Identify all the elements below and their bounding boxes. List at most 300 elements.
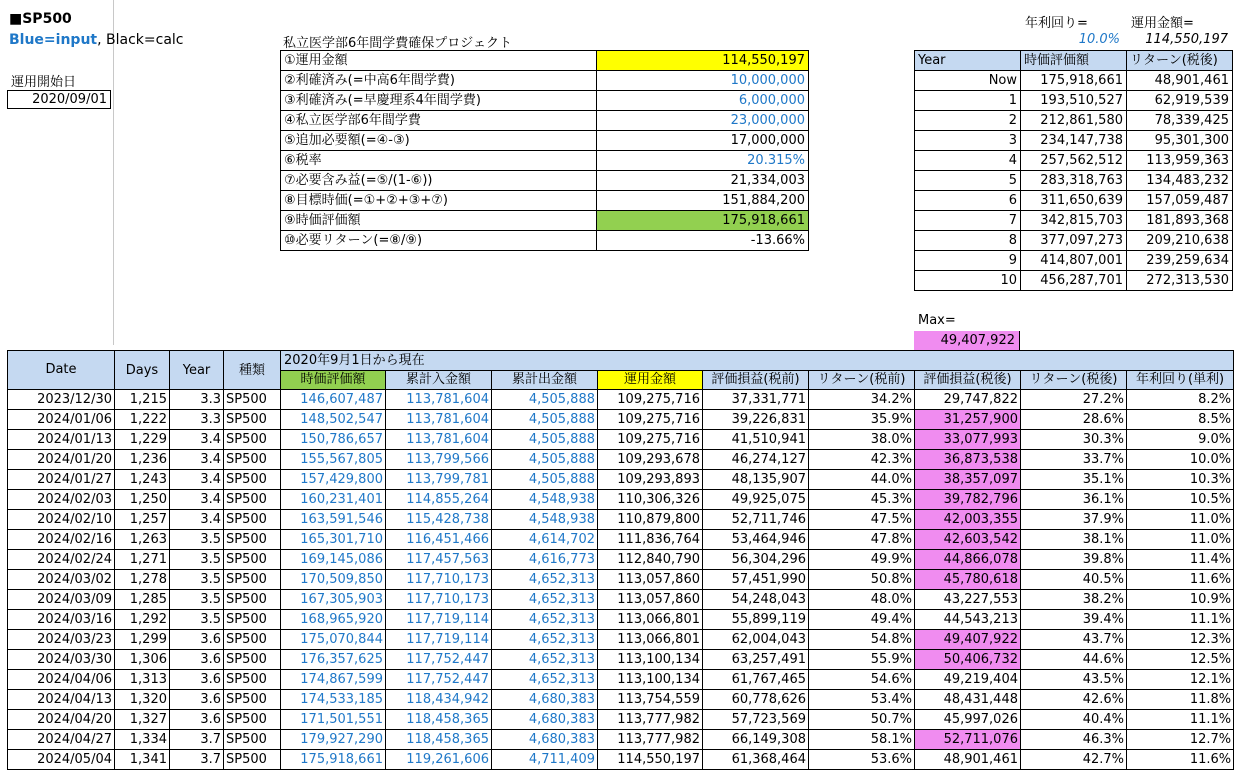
table-cell: 146,607,487 <box>281 390 386 410</box>
table-cell: 3.6 <box>170 670 224 690</box>
col-header-days[interactable]: Days <box>115 351 170 390</box>
table-cell: 10.0% <box>1127 450 1234 470</box>
table-cell: 45,997,026 <box>915 710 1021 730</box>
col-header-type[interactable]: 種類 <box>224 351 281 390</box>
max-label: Max= <box>918 313 956 328</box>
table-cell: 50.7% <box>809 710 915 730</box>
projection-cell: 78,339,425 <box>1127 111 1233 131</box>
col-header[interactable]: 評価損益(税前) <box>703 370 809 390</box>
col-header[interactable]: リターン(税前) <box>809 370 915 390</box>
projection-header[interactable]: Year <box>915 51 1021 71</box>
project-value[interactable]: 21,334,003 <box>597 171 809 191</box>
table-cell: SP500 <box>224 710 281 730</box>
table-cell: 48,901,461 <box>915 750 1021 770</box>
projection-header[interactable]: 時価評価額 <box>1021 51 1127 71</box>
table-cell: 3.4 <box>170 470 224 490</box>
projection-row <box>915 191 1233 211</box>
col-header[interactable]: 運用金額 <box>598 370 703 390</box>
table-cell: SP500 <box>224 510 281 530</box>
table-cell: 1,306 <box>115 650 170 670</box>
column-gridline <box>113 0 114 345</box>
projection-cell: 95,301,300 <box>1127 131 1233 151</box>
project-row <box>281 151 809 171</box>
table-cell: 2024/01/27 <box>8 470 115 490</box>
table-row <box>8 490 1234 510</box>
table-cell: 163,591,546 <box>281 510 386 530</box>
table-cell: 33.7% <box>1021 450 1127 470</box>
table-row <box>8 610 1234 630</box>
table-cell: SP500 <box>224 570 281 590</box>
project-label: ①運用金額 <box>281 51 597 71</box>
projection-row <box>915 151 1233 171</box>
table-row <box>8 470 1234 490</box>
table-cell: 3.5 <box>170 530 224 550</box>
table-cell: 2024/01/13 <box>8 430 115 450</box>
table-cell: 3.5 <box>170 570 224 590</box>
table-cell: 44,543,213 <box>915 610 1021 630</box>
table-cell: 2024/02/24 <box>8 550 115 570</box>
projection-cell: 283,318,763 <box>1021 171 1127 191</box>
table-cell: 4,616,773 <box>492 550 598 570</box>
projection-cell: 272,313,530 <box>1127 271 1233 291</box>
projection-row <box>915 271 1233 291</box>
table-cell: 1,250 <box>115 490 170 510</box>
projection-row <box>915 171 1233 191</box>
table-row <box>8 550 1234 570</box>
table-cell: 57,451,990 <box>703 570 809 590</box>
projection-cell: 5 <box>915 171 1021 191</box>
table-cell: 10.5% <box>1127 490 1234 510</box>
projection-cell: 193,510,527 <box>1021 91 1127 111</box>
col-header-year[interactable]: Year <box>170 351 224 390</box>
table-cell: 42.6% <box>1021 690 1127 710</box>
table-cell: 2024/02/03 <box>8 490 115 510</box>
table-cell: 2024/02/16 <box>8 530 115 550</box>
table-cell: 49.4% <box>809 610 915 630</box>
table-cell: 49.9% <box>809 550 915 570</box>
table-cell: 155,567,805 <box>281 450 386 470</box>
table-cell: 1,215 <box>115 390 170 410</box>
table-cell: 169,145,086 <box>281 550 386 570</box>
table-cell: 1,229 <box>115 430 170 450</box>
table-cell: 11.0% <box>1127 510 1234 530</box>
project-title: 私立医学部6年間学費確保プロジェクト <box>283 36 513 51</box>
table-cell: 37,331,771 <box>703 390 809 410</box>
table-cell: 10.3% <box>1127 470 1234 490</box>
table-cell: 113,777,982 <box>598 730 703 750</box>
projection-cell: 181,893,368 <box>1127 211 1233 231</box>
table-cell: 44.0% <box>809 470 915 490</box>
table-cell: 49,407,922 <box>915 630 1021 650</box>
table-cell: 109,275,716 <box>598 390 703 410</box>
project-label: ③利確済み(=早慶理系4年間学費) <box>281 91 597 111</box>
start-date-cell[interactable]: 2020/09/01 <box>7 90 111 109</box>
project-row <box>281 71 809 91</box>
projection-cell: 113,959,363 <box>1127 151 1233 171</box>
table-cell: 2024/01/06 <box>8 410 115 430</box>
table-cell: 115,428,738 <box>386 510 492 530</box>
table-cell: 35.9% <box>809 410 915 430</box>
col-header[interactable]: 累計出金額 <box>492 370 598 390</box>
table-row <box>8 590 1234 610</box>
projection-cell: 212,861,580 <box>1021 111 1127 131</box>
table-row <box>8 570 1234 590</box>
table-cell: 53.6% <box>809 750 915 770</box>
table-cell: 39,782,796 <box>915 490 1021 510</box>
project-value[interactable]: 17,000,000 <box>597 131 809 151</box>
table-cell: 4,505,888 <box>492 470 598 490</box>
table-cell: 49,219,404 <box>915 670 1021 690</box>
table-cell: 3.5 <box>170 610 224 630</box>
projection-cell: 234,147,738 <box>1021 131 1127 151</box>
table-cell: 1,334 <box>115 730 170 750</box>
projection-cell: 6 <box>915 191 1021 211</box>
table-cell: 28.6% <box>1021 410 1127 430</box>
table-cell: 4,711,409 <box>492 750 598 770</box>
table-cell: 11.8% <box>1127 690 1234 710</box>
table-cell: 114,855,264 <box>386 490 492 510</box>
table-cell: 176,357,625 <box>281 650 386 670</box>
projection-cell: 342,815,703 <box>1021 211 1127 231</box>
table-row <box>8 750 1234 770</box>
project-value[interactable]: 20.315% <box>597 151 809 171</box>
table-cell: 2024/05/04 <box>8 750 115 770</box>
table-cell: 113,100,134 <box>598 650 703 670</box>
table-cell: 53.4% <box>809 690 915 710</box>
table-cell: 11.6% <box>1127 570 1234 590</box>
table-cell: 3.4 <box>170 450 224 470</box>
table-cell: 2024/04/13 <box>8 690 115 710</box>
table-cell: 12.1% <box>1127 670 1234 690</box>
table-cell: 2024/03/02 <box>8 570 115 590</box>
table-cell: 109,293,893 <box>598 470 703 490</box>
project-table <box>280 50 809 251</box>
table-cell: 39.8% <box>1021 550 1127 570</box>
table-cell: 4,652,313 <box>492 590 598 610</box>
table-cell: 150,786,657 <box>281 430 386 450</box>
table-cell: 54.8% <box>809 630 915 650</box>
amount-label: 運用金額= <box>1131 16 1194 31</box>
table-cell: 11.4% <box>1127 550 1234 570</box>
table-cell: SP500 <box>224 750 281 770</box>
project-label: ⑧目標時価(=①+②+③+⑦) <box>281 191 597 211</box>
table-cell: 170,509,850 <box>281 570 386 590</box>
table-cell: 47.5% <box>809 510 915 530</box>
table-cell: 4,652,313 <box>492 610 598 630</box>
table-cell: 52,711,746 <box>703 510 809 530</box>
table-cell: 34.2% <box>809 390 915 410</box>
table-cell: 45,780,618 <box>915 570 1021 590</box>
table-row <box>8 410 1234 430</box>
col-header[interactable]: 評価損益(税後) <box>915 370 1021 390</box>
legend-input: Blue=input <box>9 32 98 48</box>
projection-cell: 10 <box>915 271 1021 291</box>
project-value[interactable]: 151,884,200 <box>597 191 809 211</box>
table-cell: 42.3% <box>809 450 915 470</box>
table-cell: 113,781,604 <box>386 410 492 430</box>
table-cell: 175,070,844 <box>281 630 386 650</box>
table-cell: 48.0% <box>809 590 915 610</box>
table-cell: SP500 <box>224 450 281 470</box>
projection-row <box>915 211 1233 231</box>
table-cell: 4,548,938 <box>492 510 598 530</box>
projection-cell: 4 <box>915 151 1021 171</box>
project-row <box>281 171 809 191</box>
table-cell: 2024/03/16 <box>8 610 115 630</box>
table-cell: 160,231,401 <box>281 490 386 510</box>
table-cell: SP500 <box>224 650 281 670</box>
table-cell: SP500 <box>224 410 281 430</box>
table-cell: 62,004,043 <box>703 630 809 650</box>
table-cell: 39.4% <box>1021 610 1127 630</box>
table-cell: 42,003,355 <box>915 510 1021 530</box>
projection-cell: 134,483,232 <box>1127 171 1233 191</box>
table-cell: 54,248,043 <box>703 590 809 610</box>
table-cell: 171,501,551 <box>281 710 386 730</box>
table-cell: 11.1% <box>1127 710 1234 730</box>
projection-cell: 3 <box>915 131 1021 151</box>
table-cell: 2024/02/10 <box>8 510 115 530</box>
table-cell: SP500 <box>224 630 281 650</box>
table-cell: 43.5% <box>1021 670 1127 690</box>
table-cell: 4,652,313 <box>492 630 598 650</box>
projection-cell: 1 <box>915 91 1021 111</box>
project-value[interactable]: 10,000,000 <box>597 71 809 91</box>
table-cell: SP500 <box>224 670 281 690</box>
project-value[interactable]: 175,918,661 <box>597 211 809 231</box>
projection-cell: 48,901,461 <box>1127 71 1233 91</box>
table-cell: 117,457,563 <box>386 550 492 570</box>
table-cell: 113,799,781 <box>386 470 492 490</box>
table-cell: 38.1% <box>1021 530 1127 550</box>
table-cell: 113,754,559 <box>598 690 703 710</box>
table-cell: 3.7 <box>170 730 224 750</box>
table-cell: 41,510,941 <box>703 430 809 450</box>
table-cell: 118,458,365 <box>386 730 492 750</box>
table-cell: 111,836,764 <box>598 530 703 550</box>
table-cell: 110,879,800 <box>598 510 703 530</box>
table-cell: 3.6 <box>170 630 224 650</box>
table-cell: SP500 <box>224 430 281 450</box>
project-label: ⑥税率 <box>281 151 597 171</box>
table-cell: 12.7% <box>1127 730 1234 750</box>
projection-cell: 175,918,661 <box>1021 71 1127 91</box>
project-row <box>281 91 809 111</box>
projection-cell: 7 <box>915 211 1021 231</box>
sheet-title: ■SP500 <box>9 11 72 27</box>
table-cell: 35.1% <box>1021 470 1127 490</box>
table-cell: 3.4 <box>170 430 224 450</box>
table-cell: 58.1% <box>809 730 915 750</box>
table-cell: 43,227,553 <box>915 590 1021 610</box>
table-cell: SP500 <box>224 610 281 630</box>
table-cell: 119,261,606 <box>386 750 492 770</box>
table-cell: 1,285 <box>115 590 170 610</box>
table-row <box>8 690 1234 710</box>
projection-header[interactable]: リターン(税後) <box>1127 51 1233 71</box>
table-cell: 4,505,888 <box>492 450 598 470</box>
table-cell: 3.3 <box>170 390 224 410</box>
table-cell: 1,257 <box>115 510 170 530</box>
projection-row <box>915 131 1233 151</box>
projection-cell: Now <box>915 71 1021 91</box>
table-cell: 46,274,127 <box>703 450 809 470</box>
table-cell: 61,368,464 <box>703 750 809 770</box>
table-cell: 2024/01/20 <box>8 450 115 470</box>
table-cell: 113,057,860 <box>598 570 703 590</box>
table-cell: 113,057,860 <box>598 590 703 610</box>
table-row <box>8 450 1234 470</box>
table-cell: 118,434,942 <box>386 690 492 710</box>
projection-row <box>915 71 1233 91</box>
table-cell: 4,548,938 <box>492 490 598 510</box>
table-cell: 50,406,732 <box>915 650 1021 670</box>
start-date-label: 運用開始日 <box>11 75 77 90</box>
project-row <box>281 231 809 251</box>
col-header[interactable]: 累計入金額 <box>386 370 492 390</box>
table-cell: 43.7% <box>1021 630 1127 650</box>
table-cell: 10.9% <box>1127 590 1234 610</box>
table-cell: 113,781,604 <box>386 390 492 410</box>
projection-cell: 377,097,273 <box>1021 231 1127 251</box>
project-row <box>281 211 809 231</box>
table-cell: 2024/03/30 <box>8 650 115 670</box>
projection-cell: 2 <box>915 111 1021 131</box>
table-cell: 33,077,993 <box>915 430 1021 450</box>
projection-cell: 62,919,539 <box>1127 91 1233 111</box>
legend-separator: , <box>97 32 107 48</box>
table-cell: 12.5% <box>1127 650 1234 670</box>
col-header[interactable]: 年利回り(単利) <box>1127 370 1234 390</box>
table-cell: 36,873,538 <box>915 450 1021 470</box>
table-cell: 57,723,569 <box>703 710 809 730</box>
table-cell: 114,550,197 <box>598 750 703 770</box>
history-table <box>7 350 1234 770</box>
table-cell: 3.4 <box>170 490 224 510</box>
table-cell: SP500 <box>224 550 281 570</box>
col-header-date[interactable]: Date <box>8 351 115 390</box>
table-row <box>8 630 1234 650</box>
rate-label: 年利回り= <box>1025 16 1088 31</box>
project-label: ⑦必要含み益(=⑤/(1-⑥)) <box>281 171 597 191</box>
table-cell: 112,840,790 <box>598 550 703 570</box>
table-cell: 1,292 <box>115 610 170 630</box>
table-cell: 55.9% <box>809 650 915 670</box>
table-cell: 175,918,661 <box>281 750 386 770</box>
table-cell: 3.5 <box>170 550 224 570</box>
table-cell: 2024/04/06 <box>8 670 115 690</box>
table-cell: 118,458,365 <box>386 710 492 730</box>
table-cell: 46.3% <box>1021 730 1127 750</box>
table-cell: 30.3% <box>1021 430 1127 450</box>
table-cell: 44,866,078 <box>915 550 1021 570</box>
table-cell: 12.3% <box>1127 630 1234 650</box>
table-cell: 60,778,626 <box>703 690 809 710</box>
table-cell: 63,257,491 <box>703 650 809 670</box>
table-cell: 109,275,716 <box>598 430 703 450</box>
table-cell: 49,925,075 <box>703 490 809 510</box>
project-value[interactable]: 6,000,000 <box>597 91 809 111</box>
table-cell: 4,505,888 <box>492 430 598 450</box>
table-cell: 56,304,296 <box>703 550 809 570</box>
table-cell: 53,464,946 <box>703 530 809 550</box>
table-cell: 4,505,888 <box>492 410 598 430</box>
projection-cell: 456,287,701 <box>1021 271 1127 291</box>
table-cell: 4,652,313 <box>492 670 598 690</box>
table-row <box>8 390 1234 410</box>
table-cell: 31,257,900 <box>915 410 1021 430</box>
table-cell: 3.5 <box>170 590 224 610</box>
table-row <box>8 730 1234 750</box>
table-cell: SP500 <box>224 470 281 490</box>
table-row <box>8 650 1234 670</box>
table-row <box>8 670 1234 690</box>
project-value[interactable]: 114,550,197 <box>597 51 809 71</box>
table-cell: 2024/03/09 <box>8 590 115 610</box>
project-value[interactable]: 23,000,000 <box>597 111 809 131</box>
table-cell: 44.6% <box>1021 650 1127 670</box>
table-cell: 110,306,326 <box>598 490 703 510</box>
table-cell: 117,752,447 <box>386 650 492 670</box>
table-cell: 3.6 <box>170 650 224 670</box>
table-cell: 174,867,599 <box>281 670 386 690</box>
table-cell: 1,320 <box>115 690 170 710</box>
table-cell: 113,066,801 <box>598 610 703 630</box>
col-header[interactable]: リターン(税後) <box>1021 370 1127 390</box>
rate-value[interactable]: 10.0% <box>1078 32 1120 47</box>
table-cell: 1,222 <box>115 410 170 430</box>
table-cell: 8.5% <box>1127 410 1234 430</box>
period-header: 2020年9月1日から現在 <box>281 351 1234 371</box>
table-cell: 45.3% <box>809 490 915 510</box>
projection-cell: 239,259,634 <box>1127 251 1233 271</box>
col-header[interactable]: 時価評価額 <box>281 370 386 390</box>
table-cell: 1,299 <box>115 630 170 650</box>
table-cell: 117,710,173 <box>386 570 492 590</box>
table-cell: 2023/12/30 <box>8 390 115 410</box>
table-row <box>8 710 1234 730</box>
table-cell: SP500 <box>224 590 281 610</box>
project-label: ②利確済み(=中高6年間学費) <box>281 71 597 91</box>
table-cell: 113,777,982 <box>598 710 703 730</box>
table-cell: 1,278 <box>115 570 170 590</box>
project-value[interactable]: -13.66% <box>597 231 809 251</box>
table-cell: 48,431,448 <box>915 690 1021 710</box>
table-cell: 3.7 <box>170 750 224 770</box>
table-cell: 11.6% <box>1127 750 1234 770</box>
table-cell: 1,313 <box>115 670 170 690</box>
project-label: ④私立医学部6年間学費 <box>281 111 597 131</box>
projection-cell: 414,807,001 <box>1021 251 1127 271</box>
table-cell: 54.6% <box>809 670 915 690</box>
table-cell: 4,680,383 <box>492 710 598 730</box>
table-cell: 1,341 <box>115 750 170 770</box>
table-cell: 4,652,313 <box>492 570 598 590</box>
table-cell: 117,752,447 <box>386 670 492 690</box>
table-cell: 2024/03/23 <box>8 630 115 650</box>
projection-cell: 157,059,487 <box>1127 191 1233 211</box>
table-cell: 1,271 <box>115 550 170 570</box>
table-cell: 50.8% <box>809 570 915 590</box>
projection-table <box>914 50 1233 291</box>
table-cell: 11.0% <box>1127 530 1234 550</box>
table-cell: 167,305,903 <box>281 590 386 610</box>
table-cell: 113,100,134 <box>598 670 703 690</box>
projection-cell: 209,210,638 <box>1127 231 1233 251</box>
table-cell: 27.2% <box>1021 390 1127 410</box>
table-cell: 117,710,173 <box>386 590 492 610</box>
table-cell: 55,899,119 <box>703 610 809 630</box>
